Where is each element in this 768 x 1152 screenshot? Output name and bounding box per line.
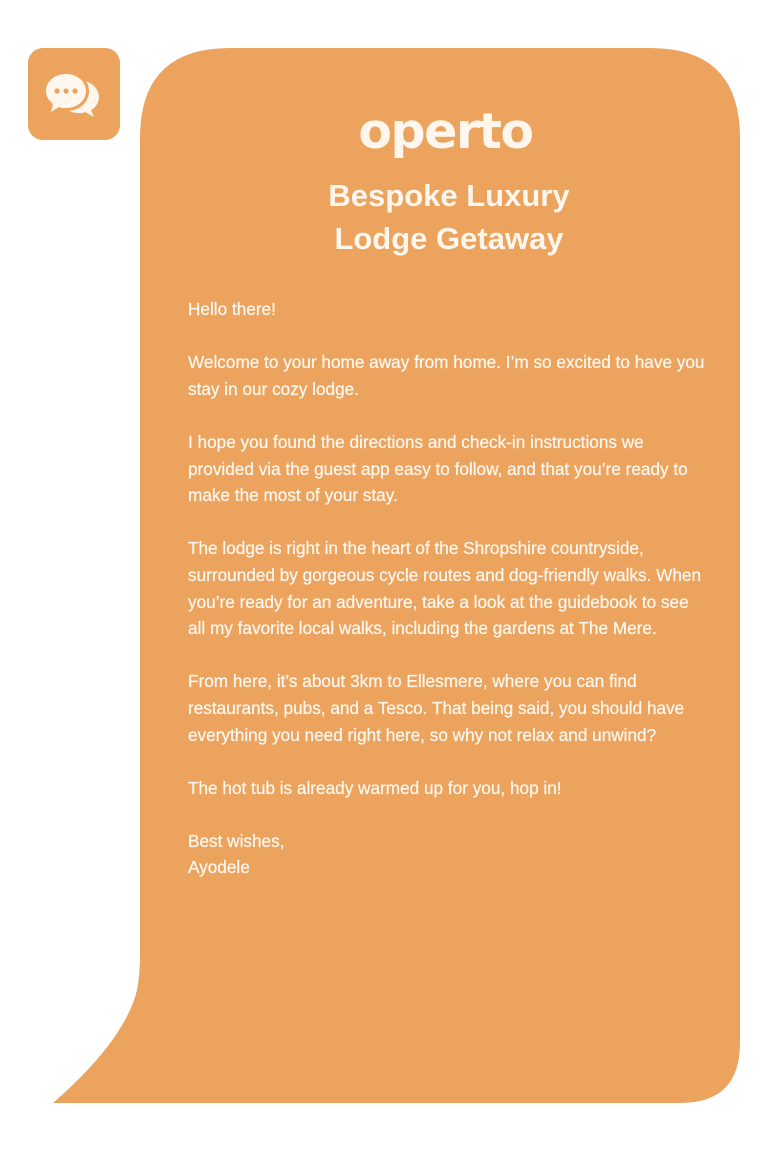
chat-icon-button: [28, 48, 120, 140]
page-title: [140, 174, 758, 260]
title-line-2: Lodge Getaway: [334, 221, 564, 256]
paragraph-welcome: Welcome to your home away from home. I’m so excited to have you stay in our cozy lodge.: [188, 352, 705, 399]
letter-card: [140, 48, 740, 1103]
title-line-1: Bespoke Luxury: [328, 178, 570, 213]
brand-logo: operto: [358, 103, 533, 160]
closing: Best wishes,: [188, 830, 285, 851]
signature: Ayodele: [188, 857, 250, 878]
greeting: Hello there!: [188, 299, 276, 319]
signoff: [188, 828, 708, 881]
paragraph-hot-tub: The hot tub is already warmed up for you, hop in!: [188, 777, 562, 798]
paragraph-directions: I hope you found the directions and check-in instructions we provided via the guest app easy to follow, and that you’re ready to make the most of your stay.: [188, 431, 688, 506]
chat-bubbles-icon: [44, 70, 104, 118]
letter-body: [188, 296, 708, 908]
paragraph-location: The lodge is right in the heart of the Shropshire countryside, surrounded by gorgeous cycle routes and dog-friendly walks. When you’re ready for an adventure, take a look at the guidebook to see all my favorite local walks, including the gardens at The Mere.: [188, 538, 702, 639]
paragraph-nearby: From here, it’s about 3km to Ellesmere, where you can find restaurants, pubs, and a Tesco. That being said, you should have everything you need right here, so why not relax and unwind?: [188, 671, 685, 745]
